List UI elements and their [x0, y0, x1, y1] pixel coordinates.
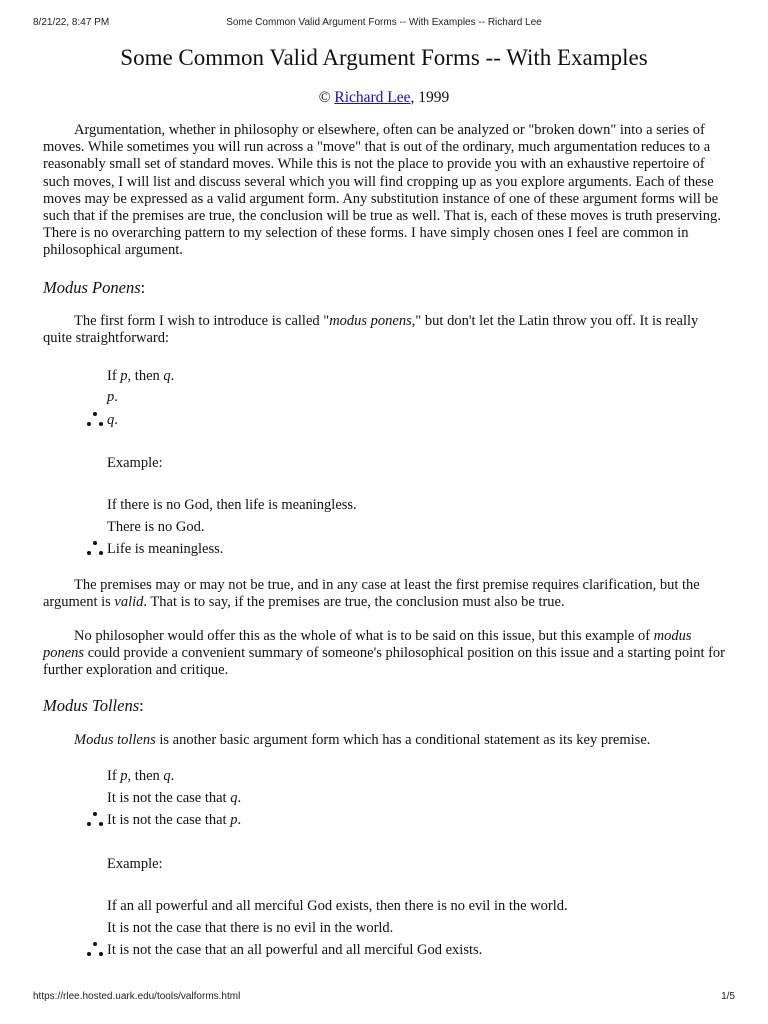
print-url: https://rlee.hosted.uark.edu/tools/valforms.html: [33, 991, 241, 1002]
mp-example-premise-2: There is no God.: [107, 519, 205, 535]
therefore-icon: [86, 811, 104, 829]
print-datetime: 8/21/22, 8:47 PM: [33, 17, 110, 28]
mp-summary-paragraph: No philosopher would offer this as the whole of what is to be said on this issue, but this example of modus ponens could provide a convenient summary of someone's philosophical position on this issue and a starting point for further exploration and critique.: [43, 628, 726, 679]
therefore-icon: [86, 941, 104, 959]
mt-form-premise-2: It is not the case that q.: [107, 790, 242, 806]
mp-example-premise-1: If there is no God, then life is meaningless.: [107, 497, 357, 513]
mt-example-premise-2: It is not the case that there is no evil in the world.: [107, 920, 394, 936]
modus-ponens-intro: The first form I wish to introduce is called "modus ponens," but don't let the Latin throw you off. It is really quite straightforward:: [43, 313, 699, 347]
byline-year: , 1999: [410, 89, 450, 106]
print-header: [33, 17, 735, 31]
mt-example-label: Example:: [107, 856, 163, 872]
mp-example-conclusion: Life is meaningless.: [107, 541, 224, 557]
mt-example-conclusion: It is not the case that an all powerful and all merciful God exists.: [107, 942, 483, 958]
therefore-icon: [86, 411, 104, 429]
mp-form-premise-1: If p, then q.: [107, 368, 175, 384]
byline: [43, 88, 725, 108]
mt-example-premise-1: If an all powerful and all merciful God exists, then there is no evil in the world.: [107, 898, 568, 914]
print-page-title: Some Common Valid Argument Forms -- With Examples -- Richard Lee: [226, 17, 542, 28]
intro-paragraph: Argumentation, whether in philosophy or elsewhere, often can be analyzed or "broken down" into a series of moves. While sometimes you will run across a "move" that is out of the ordinary, much argumentation reduces to a reasonably small set of standard moves. While this is not the place to provide you with an exhaustive repertoire of such moves, I will list and discuss several which you will find cropping up as you explore arguments. Each of these moves may be expressed as a valid argument form. Any substitution instance of one of these argument forms will be such that if the premises are true, the conclusion will be true as well. That is, each of these moves is truth preserving. There is no overarching pattern to my selection of these forms. I have simply chosen ones I feel are common in philosophical argument.: [43, 122, 721, 259]
modus-tollens-intro: Modus tollens is another basic argument form which has a conditional statement as its key premise.: [74, 732, 651, 748]
print-footer: [33, 991, 735, 1005]
document-title: Some Common Valid Argument Forms -- With Examples: [120, 45, 648, 70]
modus-ponens-heading: Modus Ponens:: [43, 278, 146, 297]
mp-validity-paragraph: The premises may or may not be true, and in any case at least the first premise requires clarification, but the argument is valid. That is to say, if the premises are true, the conclusion must also be true.: [43, 577, 700, 611]
modus-tollens-heading: Modus Tollens:: [43, 696, 144, 715]
author-link[interactable]: Richard Lee: [334, 89, 411, 106]
mp-form-premise-2: p.: [107, 389, 118, 405]
mp-form-conclusion: q.: [107, 412, 118, 428]
copyright-symbol: ©: [318, 89, 331, 106]
mt-form-conclusion: It is not the case that p.: [107, 812, 242, 828]
mt-form-premise-1: If p, then q.: [107, 768, 175, 784]
therefore-icon: [86, 540, 104, 558]
mp-example-label: Example:: [107, 455, 163, 471]
print-page-number: 1/5: [721, 991, 735, 1002]
